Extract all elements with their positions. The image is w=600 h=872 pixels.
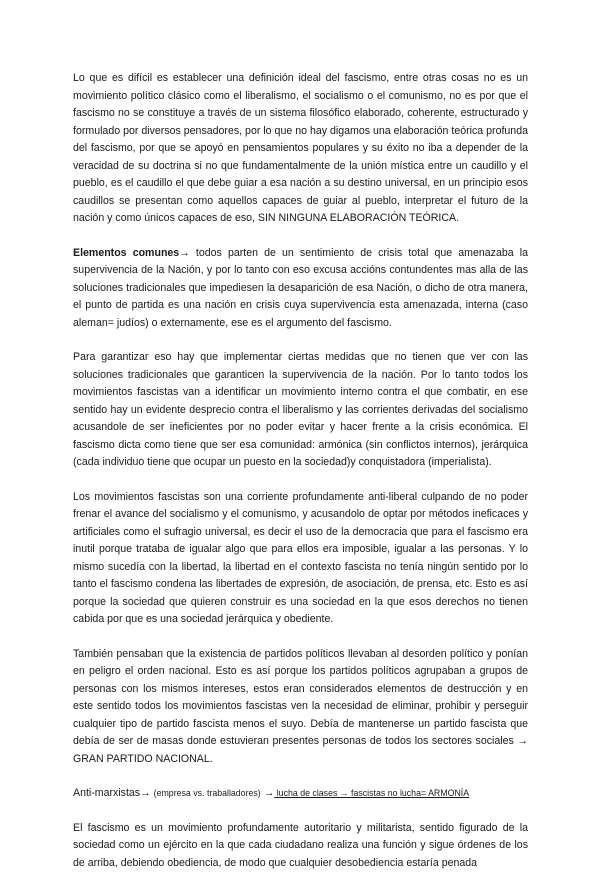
paragraph-common-elements [73,245,528,333]
paragraph-anti-marxist [73,785,528,803]
anti-marxist-arrow: → [261,787,275,799]
anti-marxist-underlined: lucha de clases → fascistas no lucha= ARMONÍA [274,788,469,798]
anti-marxist-note: (empresa vs. traballadores) [154,788,261,798]
common-elements-body: → todos parten de un sentimiento de crisis total que amenazaba la supervivencia de la Nación, y por lo tanto con eso excusa accións contundentes mas alla de las soluciones tradicionales que impediesen la desaparición de esa Nación, o dicho de otra manera, el punto de partida es una nación en crisis cuya supervivencia esta amenazada, interna (caso aleman= judíos) o externamente, ese es el argumento del fascismo. [73,247,528,329]
paragraph-definition: Lo que es difícil es establecer una definición ideal del fascismo, entre otras cosas no es un movimiento político clásico como el liberalismo, el socialismo o el comunismo, no es por que el fascismo no se constituye a través de un sistema filosófico elaborado, coherente, estructurado y formulado por diversos pensadores, por lo que no hay digamos una elaboración teórica profunda del fascismo, por que se apoyó en pensamientos populares y su éxito no iba a depender de la veracidad de su doctrina si no que fundamentalmente de la unión mística entre un caudillo y el pueblo, es el caudillo el que debe guiar a esa nación a su destino universal, en un principio esos caudillos se presentan como aquellos capaces de guiar al pueblo, interpretar el futuro de la nación y como únicos capaces de eso, SIN NINGUNA ELABORACIÓN TEÓRICA. [73,70,528,228]
paragraph-anti-liberal: Los movimientos fascistas son una corriente profundamente anti-liberal culpando de no poder frenar el avance del socialismo y el comunismo, y acusandolo de optar por métodos ineficaces y artificiales como el sufragio universal, es decir el uso de la democracia que para el fascismo era inutil porque trataba de igualar algo que para ellos era imposible, igualar a las personas. Y lo mismo sucedía con la libertad, la libertad en el contexto fascista no tenía ningún sentido por lo tanto el fascismo condena las libertades de expresión, de asociación, de prensa, etc. Esto es así porque la sociedad que quieren construir es una sociedad en la que esos derechos no tienen cabida por que es una sociedad jerárquica y obediente. [73,489,528,629]
paragraph-political-parties: También pensaban que la existencia de partidos políticos llevaban al desorden político y ponían en peligro el orden nacional. Esto es así porque los partidos políticos agrupaban a grupos de personas con los mismos intereses, estos eran considerados elementos de destrucción y en este sentido todos los movimientos fascistas ven la necesidad de eliminar, prohibir y perseguir cualquier tipo de partido fascista menos el suyo. Debía de mantenerse un partido fascista que debía de ser de masas donde estuvieran presentes personas de todos los sectores sociales → GRAN PARTIDO NACIONAL. [73,646,528,769]
paragraph-authoritarian: El fascismo es un movimiento profundamente autoritario y militarista, sentido figurado de la sociedad como un ejército en la que cada ciudadano realiza una función y sigue órdenes de los de arriba, debiendo obediencia, de modo que cualquier desobediencia estaría penada [73,820,528,872]
anti-marxist-label: Anti-marxistas→ [73,787,154,799]
common-elements-heading: Elementos comunes [73,247,179,259]
paragraph-measures: Para garantizar eso hay que implementar ciertas medidas que no tienen que ver con las soluciones tradicionales que garanticen la supervivencia de la nación. Por lo tanto todos los movimientos fascistas van a identificar un movimiento interno contra el que combatir, en ese sentido hay un evidente desprecio contra el liberalismo y las corrientes derivadas del socialismo acusandole de ser ineficientes por no poder evitar y hacer frente a la crisis económica. El fascismo dicta como tiene que ser esa comunidad: armónica (sin conflictos internos), jerárquica (cada individuo tiene que ocupar un puesto en la sociedad)y conquistadora (imperialista). [73,349,528,472]
document-page [73,70,528,872]
